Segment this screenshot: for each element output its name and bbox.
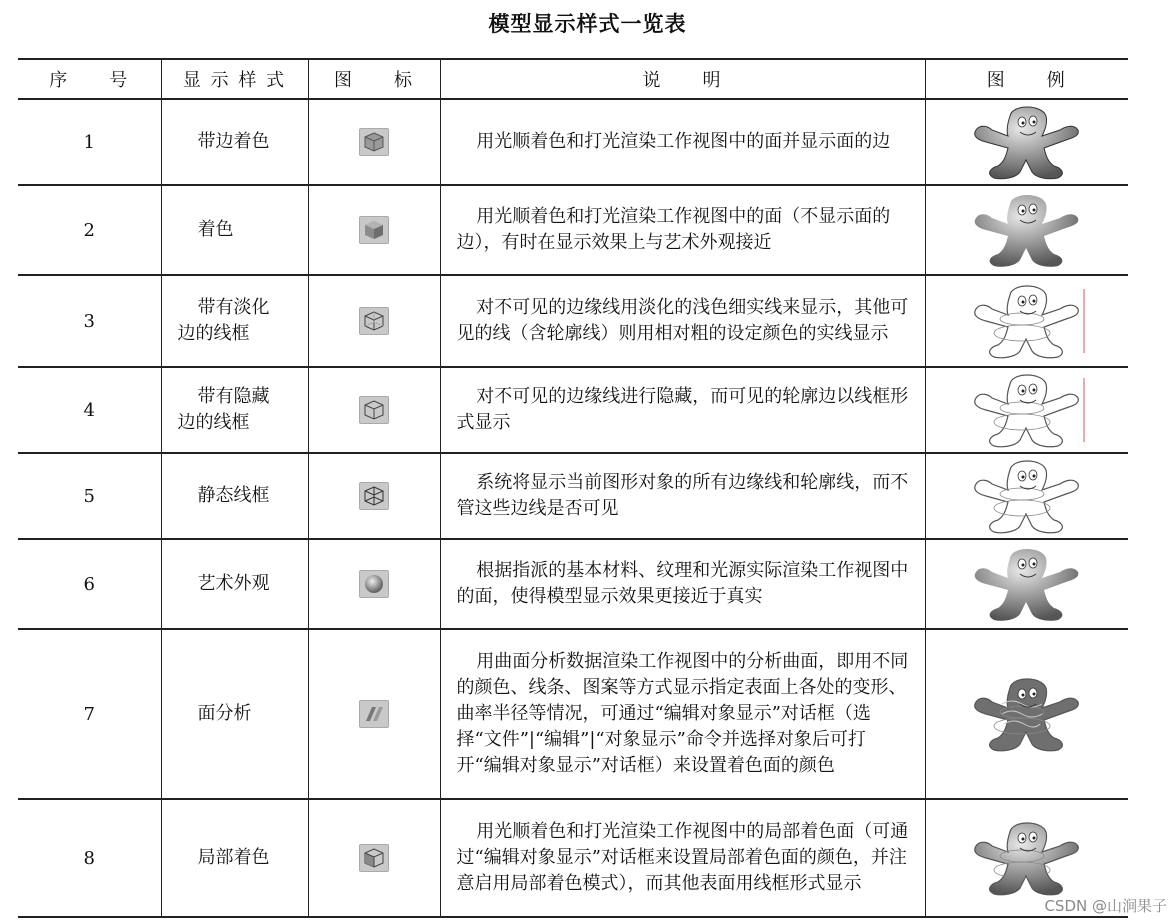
header-style: 显 示 样 式 <box>161 59 308 99</box>
wireframe-dim-edges-figure <box>962 310 1092 331</box>
display-style-table <box>18 58 1128 918</box>
description-text: 系统将显示当前图形对象的所有边缘线和轮廓线，而不管这些边线是否可见 <box>456 472 909 519</box>
description-cell <box>440 367 925 453</box>
header-example: 图 例 <box>925 59 1128 99</box>
page-title: 模型显示样式一览表 <box>488 12 687 36</box>
static-wireframe-figure <box>962 485 1092 506</box>
row-number: 4 <box>83 399 95 421</box>
row-number: 2 <box>83 219 95 241</box>
wireframe-dim-edges-icon <box>359 307 389 335</box>
example-cell <box>925 629 1128 799</box>
display-style-line: 面分析 <box>197 703 252 724</box>
description-cell <box>440 799 925 917</box>
header-description: 说 明 <box>440 59 925 99</box>
table-row <box>18 367 1128 453</box>
studio-figure <box>962 573 1092 594</box>
display-style-name <box>161 185 308 275</box>
wireframe-hidden-edges-figure <box>962 399 1092 420</box>
example-cell <box>925 367 1128 453</box>
icon-cell <box>308 185 440 275</box>
display-style-line: 带有淡化 <box>197 297 270 318</box>
display-style-line: 带有隐藏 <box>197 386 270 407</box>
studio-icon <box>359 570 389 598</box>
description-text: 对不可见的边缘线进行隐藏，而可见的轮廓边以线框形式显示 <box>456 386 909 433</box>
row-number: 7 <box>83 703 95 725</box>
row-number: 5 <box>83 485 95 507</box>
partial-shading-figure <box>962 847 1092 868</box>
description-cell <box>440 629 925 799</box>
display-style-name <box>161 367 308 453</box>
table-header-row <box>18 59 1128 99</box>
example-cell <box>925 99 1128 185</box>
table-row <box>18 453 1128 539</box>
face-analysis-icon <box>359 700 389 728</box>
icon-cell <box>308 539 440 629</box>
description-text: 用曲面分析数据渲染工作视图中的分析曲面，即用不同的颜色、线条、图案等方式显示指定表面上各处的变形、曲率半径等情况，可通过“编辑对象显示”对话框（选择“文件”|“编辑”|“对象显示”命令并选择对象后可打开“编辑对象显示”对话框）来设置着色面的颜色 <box>456 651 909 776</box>
shaded-figure <box>962 219 1092 240</box>
icon-cell <box>308 275 440 367</box>
icon-cell <box>308 367 440 453</box>
description-text: 根据指派的基本材料、纹理和光源实际渲染工作视图中的面，使得模型显示效果更接近于真实 <box>456 560 909 607</box>
table-row <box>18 539 1128 629</box>
display-style-line: 边的线框 <box>177 323 250 344</box>
wireframe-hidden-edges-icon <box>359 396 389 424</box>
description-cell <box>440 539 925 629</box>
description-cell <box>440 185 925 275</box>
icon-cell <box>308 799 440 917</box>
description-text: 用光顺着色和打光渲染工作视图中的面并显示面的边 <box>476 131 891 152</box>
display-style-name <box>161 539 308 629</box>
display-style-name <box>161 629 308 799</box>
shaded-with-edges-figure <box>962 131 1092 152</box>
icon-cell <box>308 99 440 185</box>
description-cell <box>440 99 925 185</box>
shaded-with-edges-icon <box>359 128 389 156</box>
example-cell <box>925 539 1128 629</box>
example-cell <box>925 275 1128 367</box>
icon-cell <box>308 629 440 799</box>
table-row <box>18 629 1128 799</box>
row-number: 8 <box>83 847 95 869</box>
table-row <box>18 185 1128 275</box>
example-cell <box>925 185 1128 275</box>
display-style-line: 静态线框 <box>197 485 270 506</box>
display-style-name <box>161 275 308 367</box>
display-style-line: 艺术外观 <box>197 573 270 594</box>
row-number: 3 <box>83 310 95 332</box>
description-cell <box>440 275 925 367</box>
description-text: 对不可见的边缘线用淡化的浅色细实线来显示，其他可见的线（含轮廓线）则用相对粗的设定颜色的实线显示 <box>456 297 909 344</box>
row-number: 6 <box>83 573 95 595</box>
description-cell <box>440 453 925 539</box>
icon-cell <box>308 453 440 539</box>
display-style-line: 着色 <box>197 219 234 240</box>
row-number: 1 <box>83 131 95 153</box>
description-text: 用光顺着色和打光渲染工作视图中的局部着色面（可通过“编辑对象显示”对话框来设置局部着色面的颜色，并注意启用局部着色模式），而其他表面用线框形式显示 <box>456 821 909 894</box>
static-wireframe-icon <box>359 482 389 510</box>
watermark: CSDN @山涧果子 <box>1044 897 1167 915</box>
table-row <box>18 275 1128 367</box>
display-style-name <box>161 799 308 917</box>
display-style-line: 带边着色 <box>197 131 270 152</box>
description-text: 用光顺着色和打光渲染工作视图中的面（不显示面的边），有时在显示效果上与艺术外观接近 <box>456 206 891 253</box>
header-no: 序 号 <box>49 70 130 91</box>
table-row <box>18 99 1128 185</box>
display-style-name <box>161 453 308 539</box>
shaded-icon <box>359 216 389 244</box>
display-style-line: 边的线框 <box>177 412 250 433</box>
face-analysis-figure <box>962 703 1092 724</box>
display-style-line: 局部着色 <box>197 847 270 868</box>
display-style-name <box>161 99 308 185</box>
example-cell <box>925 453 1128 539</box>
partial-shading-icon <box>359 844 389 872</box>
table-row <box>18 799 1128 917</box>
header-icon: 图 标 <box>308 59 440 99</box>
